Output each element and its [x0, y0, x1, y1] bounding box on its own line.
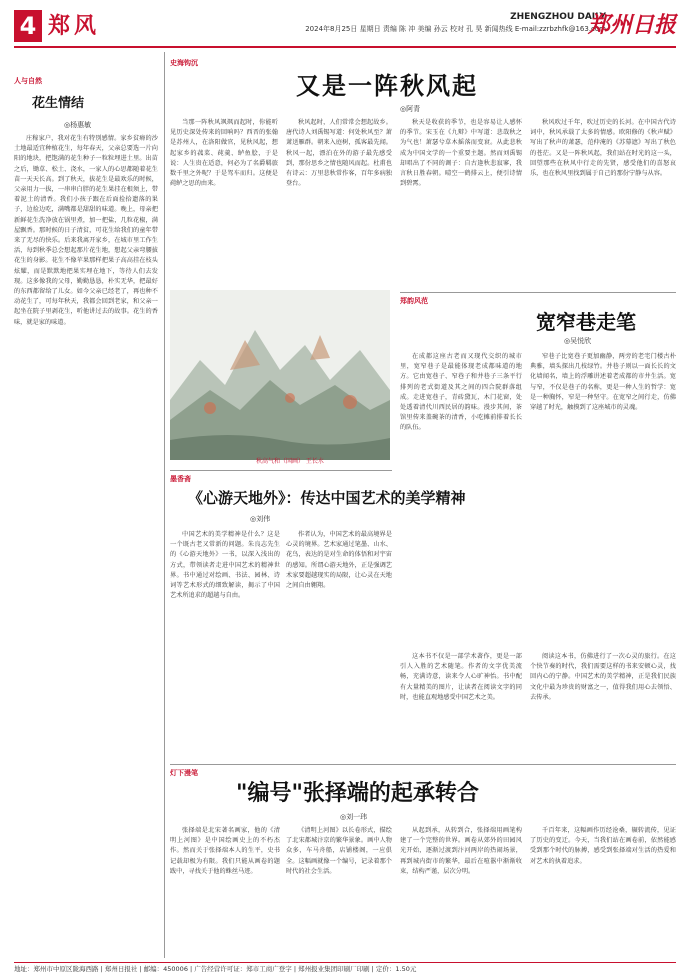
article-body: 《清明上河图》以长卷形式，描绘了北宋都城汴京的繁华景象。画中人物众多，车马舟船，店铺楼阁，一应俱全。这幅画就像一个编号，记录着那个时代的社会生活。: [286, 827, 392, 875]
column-label: 郑韵风范: [400, 296, 428, 305]
masthead-english: ZHENGZHOU DAILY: [510, 12, 606, 22]
article-body: 在成都这座古老而又现代交织的城市里，宽窄巷子是最能体现老成都味道的地方。它由宽巷子、窄巷子和井巷子三条平行排列的老式街道及其之间的四合院群落组成。走进宽巷子，青砖黛瓦，木门花窗，处处透着清代川西民居的韵味。漫步其间，茶馆里传来盖碗茶的清香，小吃摊前排着长长的队伍。: [400, 353, 522, 432]
masthead-logo: 郑州日报: [587, 12, 676, 38]
article-body: 千百年来，这幅画作历经沧桑，辗转流传，见证了历史的变迁。今天，当我们站在画卷前，依然能感受到那个时代的脉搏，感受到张择端对生活的热爱和对艺术的执着追求。: [530, 827, 676, 865]
article-body: 当那一阵秋风飒飒而起时，你能听见历史深处传来的回响吗？西晋的张翰是苏州人，在洛阳做官，见秋风起，想起家乡的菰菜、莼羹、鲈鱼脍，于是说：人生贵在适意，何必为了名爵羁旅数千里之外呢？于是驾车而归。这便是莼鲈之思的由来。: [170, 119, 278, 188]
article-body: 秋天是收获的季节，也是容易让人感怀的季节。宋玉在《九辩》中写道：悲哉秋之为气也！萧瑟兮草木摇落而变衰。从此悲秋成为中国文学的一个重要主题。然而刘禹锡却唱出了不同的调子：自古逢秋悲寂寥，我言秋日胜春朝。晴空一鹤排云上，便引诗情到碧霄。: [400, 119, 522, 188]
section-divider: [170, 470, 392, 471]
article-body: 张择端是北宋著名画家，他的《清明上河图》是中国绘画史上的不朽杰作。然而关于张择端本人的生平，史书记载却极为有限。我们只能从画卷的题跋中，寻找关于他的蛛丝马迹。: [170, 827, 280, 875]
article-body: 庄稼家户，我对花生有特别感情。家乡贫瘠的沙土地最适宜种植花生，每年春天，父亲总要选一片向阳的地块，把饱满的花生种子一粒粒埋进土里。出苗之后，锄草、松土、浇水，一家人的心思都随着花生苗一天天长高。到了秋天，拔花生是最欢乐的时候，父亲用力一拔，一串串白胖的花生果挂在根须上，带着泥土的清香。我们小孩子跟在后面捡拾遗落的果子，边捡边吃，满嘴都是甜甜的味道。晚上，母亲把新鲜花生洗净放在锅里煮，加一把盐，几粒花椒，满屋飘香。那时候的日子清贫，可花生给我们的童年带来了无尽的快乐。后来我离开家乡，在城市里工作生活，每到秋季总会想起那片花生地，想起父亲弯腰拔花生的身影。花生不像苹果那样把果子高高挂在枝头炫耀，而是默默地把果实埋在地下，等待人们去发现。这多像我的父母，勤勤恳恳，朴实无华，把最好的东西都留给了儿女。如今父亲已经老了，再也种不动花生了，可每年秋天，我都会回到老家，和父亲一起坐在院子里剥花生，听他讲过去的故事。花生的香味，就是家的味道。: [14, 135, 158, 326]
page-number: 4: [14, 10, 42, 42]
article-body: 秋风起时，人们常常会想起故乡。唐代诗人刘禹锡写道：何处秋风至？萧萧送雁群。朝来入庭树，孤客最先闻。秋风一起，漂泊在外的游子最先感受到，那份思乡之情也随风而起。杜甫也有诗云：万里悲秋常作客，百年多病独登台。: [286, 119, 392, 188]
article-title: 花生情结: [32, 96, 85, 111]
landscape-painting: [170, 290, 390, 460]
column-divider: [164, 52, 165, 958]
column-label: 史海钩沉: [170, 58, 198, 67]
masthead-info: 2024年8月25日 星期日 责编 陈 冲 美编 孙云 校对 孔 昊 新闻热线 E-mail:zzrbzhfk@163.com: [305, 25, 606, 33]
section-divider: [170, 764, 676, 765]
article-author: ◎刘一玮: [340, 813, 368, 821]
painting-illustration: [170, 290, 390, 460]
page-footer: 地址：郑州市中原区陇海西路 | 郑州日报社 | 邮编：450006 | 广告经营许可证：郑市工商广登字 | 郑州报业集团印刷厂印刷 | 定价：1.50元: [14, 962, 676, 976]
column-label: 人与自然: [14, 76, 42, 85]
article-body: 这本书不仅是一部学术著作，更是一部引人入胜的艺术随笔。作者的文字优美流畅，充满诗意，读来令人心旷神怡。书中配有大量精美的图片，让读者在阅读文字的同时，也能直观地感受中国艺术之美。: [400, 653, 522, 701]
article-body: 阅读这本书，仿佛进行了一次心灵的旅行。在这个快节奏的时代，我们需要这样的书来安顿心灵，找回内心的宁静。中国艺术的美学精神，正是我们民族文化中最为珍贵的财富之一，值得我们用心去领悟、去传承。: [530, 653, 676, 701]
header-rule: [14, 46, 676, 48]
article-title: "编号"张择端的起承转合: [236, 780, 479, 806]
section-name: 郑风: [48, 13, 101, 39]
page-header: [14, 10, 676, 42]
article-body: 从起到承，从转到合，张择端用画笔构建了一个完整的世界。画卷从郊外的田园风光开始，逐渐过渡到汴河两岸的热闹场景，再到城内街市的繁华，最后在喧嚣中渐渐收束，结构严谨，层次分明。: [400, 827, 522, 875]
article-author: ◎刘伟: [250, 515, 271, 523]
column-label: 墨香斋: [170, 474, 191, 483]
section-divider: [400, 292, 676, 293]
article-title: 又是一阵秋风起: [296, 71, 478, 100]
article-author: ◎阿青: [400, 105, 421, 113]
article-body: 中国艺术的美学精神是什么？这是一个既古老又常新的问题。朱良志先生的《心游天地外》一书，以深入浅出的方式，带领读者走进中国艺术的精神世界。书中通过对绘画、书法、园林、诗词等艺术形式的细致解读，揭示了中国艺术所追求的超越与自由。: [170, 531, 280, 600]
article-title: 《心游天地外》：传达中国艺术的美学精神: [188, 489, 466, 507]
article-body: 秋风吹过千年，吹过历史的长河。在中国古代诗词中，秋风承载了太多的情感。欧阳修的《秋声赋》写出了秋声的萧瑟，范仲淹的《苏幕遮》写出了秋色的苍茫。又是一阵秋风起，我们站在时光的这一头，回望那些在秋风中行走的先贤，感受他们的喜怒哀乐，也在秋风里找到属于自己的那份宁静与从容。: [530, 119, 676, 178]
article-title: 宽窄巷走笔: [536, 310, 636, 334]
article-body: 作者认为，中国艺术的最高境界是心灵的境界。艺术家通过笔墨、山水、花鸟，表达的是对生命的体悟和对宇宙的感知。所谓心游天地外，正是强调艺术家要超越现实的局限，让心灵在天地之间自由翱翔。: [286, 531, 392, 590]
painting-caption: 秋高气和（国画） 王长水: [256, 458, 324, 465]
column-label: 灯下漫笔: [170, 768, 198, 777]
article-body: 窄巷子比宽巷子更加幽静，两旁的老宅门楼古朴典雅，墙头探出几枝绿竹。井巷子则以一面长长的文化墙闻名，墙上的浮雕讲述着老成都的市井生活。宽与窄，不仅是巷子的名称，更是一种人生的哲学：宽是一种胸怀，窄是一种坚守。在宽窄之间行走，仿佛穿越了时光，触摸到了这座城市的灵魂。: [530, 353, 676, 412]
article-author: ◎杨惠敏: [64, 121, 92, 129]
article-author: ◎吴悦欣: [564, 337, 592, 345]
